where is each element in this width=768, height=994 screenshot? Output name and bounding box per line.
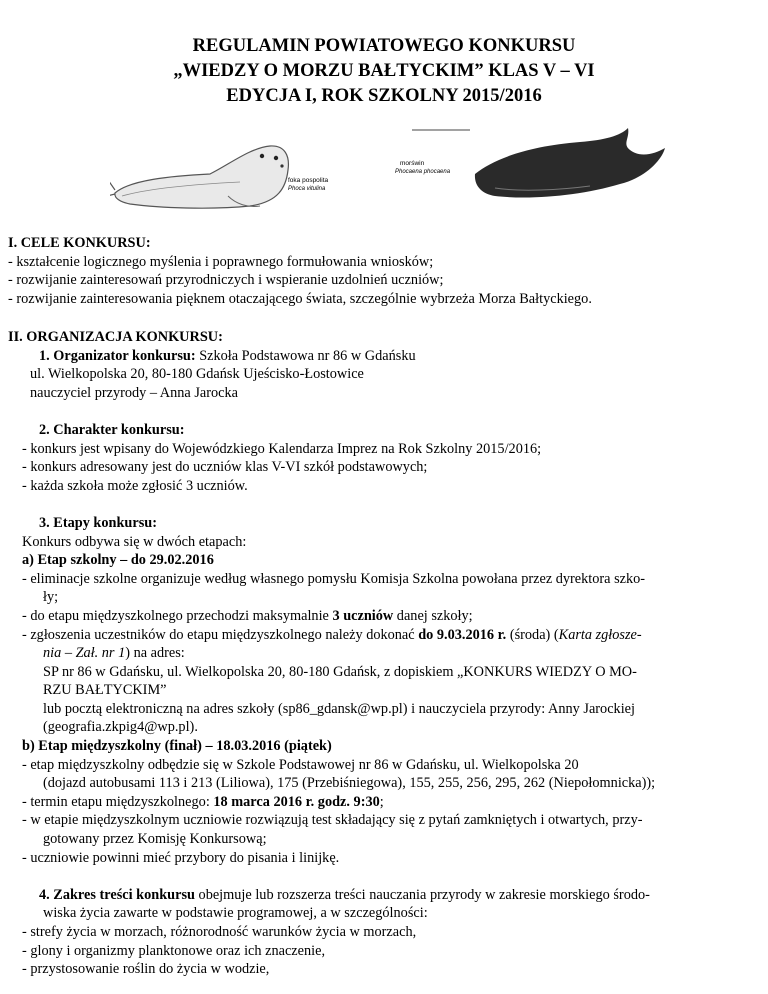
section-heading: I. CELE KONKURSU: <box>8 235 151 251</box>
text-run: obejmuje lub rozszerza treści nauczania przyrody w zakresie morskiego środo- <box>194 886 650 903</box>
list-item: - uczniowie powinni mieć przybory do pisania i linijkę. <box>22 849 340 866</box>
list-item: - konkurs adresowany jest do uczniów klas V-VI szkół podstawowych; <box>22 459 428 476</box>
porpoise-label: morświn <box>400 160 425 167</box>
list-item: - strefy życia w morzach, różnorodność warunków życia w morzach, <box>22 924 417 940</box>
title-line-2: „WIEDZY O MORZU BAŁTYCKIM” KLAS V – VI <box>173 61 595 81</box>
stage-b-heading: b) Etap międzyszkolny (finał) – 18.03.2016 (piątek) <box>22 738 332 755</box>
italic-run: nia – Zał. nr 1 <box>43 645 126 662</box>
porpoise-drawing <box>475 128 665 198</box>
list-item: - glony i organizmy planktonowe oraz ich znaczenie, <box>22 942 326 959</box>
section-heading: II. ORGANIZACJA KONKURSU: <box>8 329 223 345</box>
text-run: - do etapu międzyszkolnego przechodzi maksymalnie <box>22 607 333 624</box>
list-item: - eliminacje szkolne organizuje według własnego pomysłu Komisja Szkolna powołana przez dyrektora szko- <box>22 570 646 587</box>
email-line: (geografia.zkpig4@wp.pl). <box>43 719 198 736</box>
section-goals <box>8 234 760 308</box>
bold-run: 4. Zakres treści konkursu <box>39 886 195 903</box>
list-item <box>8 626 760 645</box>
bold-run: 18 marca 2016 r. godz. 9:30 <box>213 793 380 810</box>
list-item-continuation: ły; <box>43 589 59 606</box>
title-line-1: REGULAMIN POWIATOWEGO KONKURSU <box>192 36 576 56</box>
stages-intro: Konkurs odbywa się w dwóch etapach: <box>22 533 247 550</box>
list-item-continuation: (dojazd autobusami 113 i 213 (Liliowa), 175 (Przebiśniegowa), 155, 255, 256, 295, 262 (Niepołomnicka)); <box>43 775 656 792</box>
section-organization <box>8 328 760 979</box>
organizer-line <box>8 347 760 366</box>
italic-run: Karta zgłosze- <box>558 626 642 643</box>
seal-latin-label: Phoca vitulina <box>288 186 326 192</box>
text-run: ; <box>379 793 384 810</box>
scope-line-continuation: wiska życia zawarte w podstawie programowej, a w szczególności: <box>43 905 428 922</box>
seal-drawing <box>110 146 288 208</box>
list-item <box>8 607 760 626</box>
text-run: - zgłoszenia uczestników do etapu międzyszkolnego należy dokonać <box>22 626 419 643</box>
stage-a-heading: a) Etap szkolny – do 29.02.2016 <box>22 552 214 569</box>
seal-label: foka pospolita <box>288 177 329 184</box>
organizer-label: 1. Organizator konkursu: <box>39 347 196 364</box>
scope-line <box>8 886 760 905</box>
bold-run: do 9.03.2016 r. <box>418 626 507 643</box>
animals-illustration <box>110 118 670 218</box>
text-run: danej szkoły; <box>393 607 473 624</box>
organizer-teacher: nauczyciel przyrody – Anna Jarocka <box>30 384 239 401</box>
text-run: - termin etapu międzyszkolnego: <box>22 793 214 810</box>
list-item: - kształcenie logicznego myślenia i poprawnego formułowania wniosków; <box>8 253 434 270</box>
list-item: - etap międzyszkolny odbędzie się w Szkole Podstawowej nr 86 w Gdańsku, ul. Wielkopolska 20 <box>22 756 579 773</box>
list-item: - rozwijanie zainteresowania pięknem otaczającego świata, szczególnie wybrzeża Morza Bałtyckiego. <box>8 290 592 307</box>
list-item-continuation: gotowany przez Komisję Konkursową; <box>43 831 267 848</box>
list-item: - rozwijanie zainteresowań przyrodniczych i wspieranie uzdolnień uczniów; <box>8 272 444 289</box>
list-item: - w etapie międzyszkolnym uczniowie rozwiązują test składający się z pytań zamkniętych i otwartych, przy- <box>22 812 643 829</box>
title-line-3: EDYCJA I, ROK SZKOLNY 2015/2016 <box>226 86 542 106</box>
document-title <box>0 34 768 109</box>
list-item: - konkurs jest wpisany do Wojewódzkiego Kalendarza Imprez na Rok Szkolny 2015/2016; <box>22 440 542 457</box>
list-item: - każda szkoła może zgłosić 3 uczniów. <box>22 477 248 494</box>
address-line: RZU BAŁTYCKIM” <box>43 682 167 699</box>
organizer-address: ul. Wielkopolska 20, 80-180 Gdańsk Ujeścisko-Łostowice <box>30 366 364 383</box>
character-heading: 2. Charakter konkursu: <box>39 421 185 438</box>
organizer-text: Szkoła Podstawowa nr 86 w Gdańsku <box>195 347 416 364</box>
text-run: ) na adres: <box>125 645 185 662</box>
email-line: lub pocztą elektroniczną na adres szkoły (sp86_gdansk@wp.pl) i nauczyciela przyrody: Anny Jarockiej <box>43 700 635 717</box>
list-item: - przystosowanie roślin do życia w wodzie, <box>22 961 270 978</box>
porpoise-latin-label: Phocaena phocaena <box>395 169 451 175</box>
list-item-continuation <box>8 644 760 663</box>
stages-heading: 3. Etapy konkursu: <box>39 514 157 531</box>
text-run: (środa) ( <box>506 626 559 643</box>
bold-run: 3 uczniów <box>332 607 394 624</box>
address-line: SP nr 86 w Gdańsku, ul. Wielkopolska 20, 80-180 Gdańsk, z dopiskiem „KONKURS WIEDZY O MO- <box>43 663 637 680</box>
list-item <box>8 793 760 812</box>
